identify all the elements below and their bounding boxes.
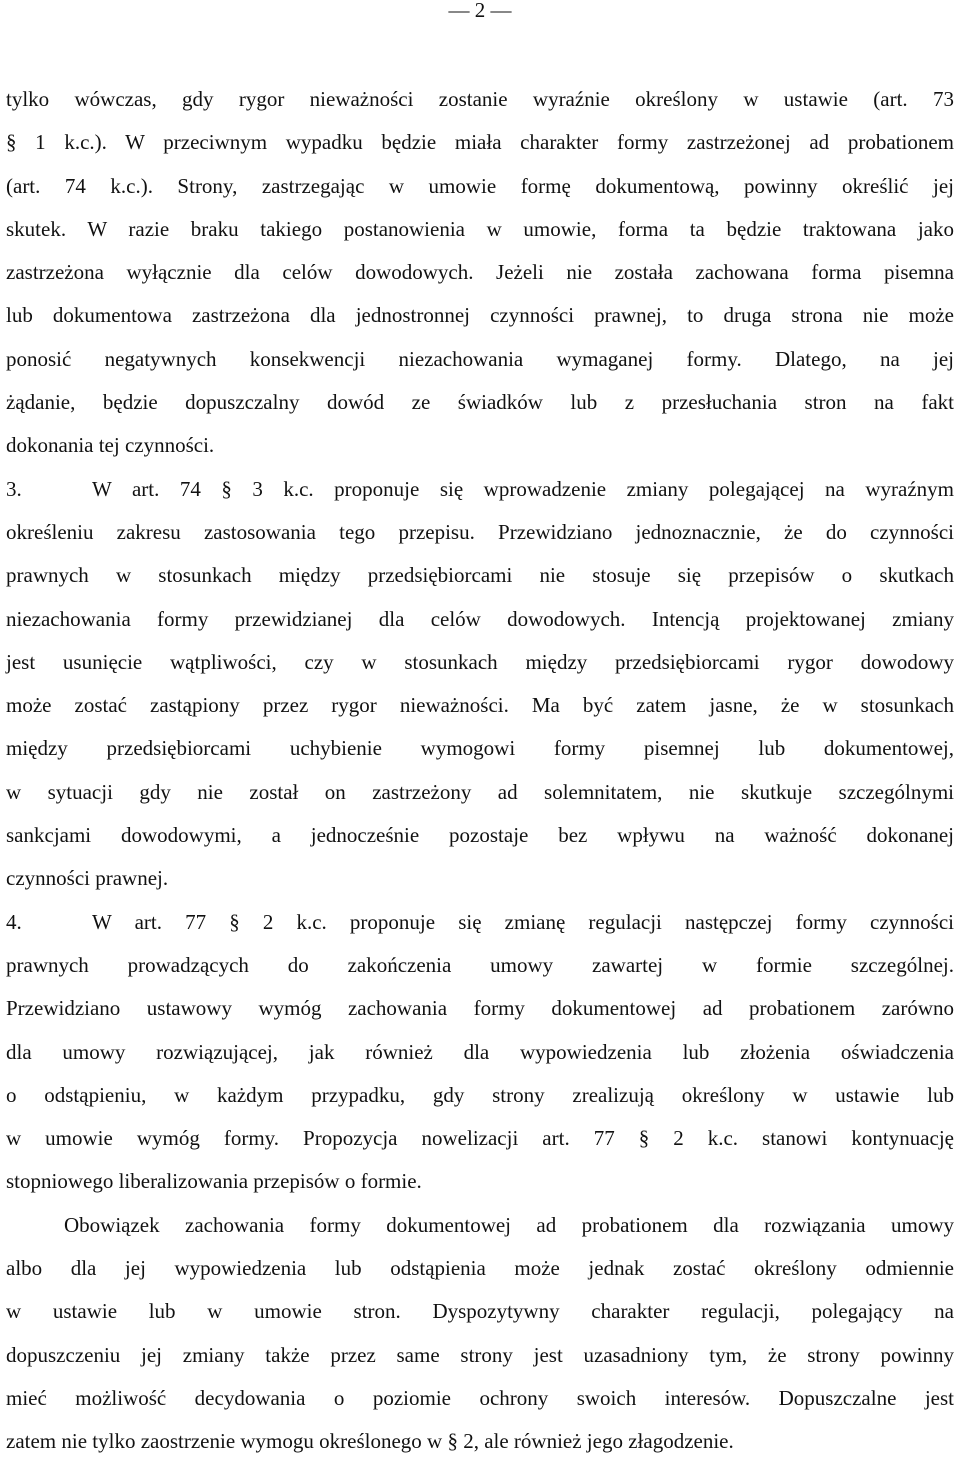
paragraph-continuation (6, 78, 954, 468)
text-line: (art. 74 k.c.). Strony, zastrzegając w umowie formę dokumentową, powinny określić jej (6, 173, 954, 198)
text-line: Obowiązek zachowania formy dokumentowej ad probationem dla rozwiązania umowy (64, 1212, 954, 1237)
text-line: albo dla jej wypowiedzenia lub odstąpienia może jednak zostać określony odmiennie (6, 1256, 954, 1281)
text-line: § 1 k.c.). W przeciwnym wypadku będzie miała charakter formy zastrzeżonej ad probationem (6, 130, 954, 155)
text-line: żądanie, będzie dopuszczalny dowód ze świadków lub z przesłuchania stron na fakt (6, 390, 954, 415)
text-line: stopniowego liberalizowania przepisów o formie. (6, 1169, 422, 1194)
list-item-3 (6, 468, 954, 901)
text-line: może zostać zastąpiony przez rygor nieważności. Ma być zatem jasne, że w stosunkach (6, 693, 954, 718)
text-line: prawnych prowadzących do zakończenia umowy zawartej w formie szczególnej. (6, 952, 954, 977)
list-number: 3. (6, 476, 22, 501)
text-line: mieć możliwość decydowania o poziomie ochrony swoich interesów. Dopuszczalne jest (6, 1385, 954, 1410)
text-line: tylko wówczas, gdy rygor nieważności zostanie wyraźnie określony w ustawie (art. 73 (6, 87, 954, 111)
text-line: dopuszczeniu jej zmiany także przez same strony jest uzasadniony tym, że strony powinny (6, 1342, 954, 1367)
text-line: skutek. W razie braku takiego postanowienia w umowie, forma ta będzie traktowana jako (6, 216, 954, 241)
text-line: ponosić negatywnych konsekwencji niezachowania wymaganej formy. Dlatego, na jej (6, 346, 954, 371)
text-line-numbered (6, 468, 954, 511)
text-line-numbered (6, 901, 954, 944)
text-line: w ustawie lub w umowie stron. Dyspozytywny charakter regulacji, polegający na (6, 1299, 954, 1324)
text-line: w sytuacji gdy nie został on zastrzeżony ad solemnitatem, nie skutkuje szczególnymi (6, 779, 954, 804)
list-item-4 (6, 901, 954, 1204)
text-line: dla umowy rozwiązującej, jak również dla wypowiedzenia lub złożenia oświadczenia (6, 1039, 954, 1064)
paragraph (6, 1204, 954, 1464)
text-line: Przewidziano ustawowy wymóg zachowania formy dokumentowej ad probationem zarówno (6, 996, 954, 1021)
page-number: — 2 — (448, 0, 512, 22)
text-line: o odstąpieniu, w każdym przypadku, gdy strony zrealizują określony w ustawie lub (6, 1082, 954, 1107)
text-line: niezachowania formy przewidzianej dla celów dowodowych. Intencją projektowanej zmiany (6, 606, 954, 631)
text-line: sankcjami dowodowymi, a jednocześnie pozostaje bez wpływu na ważność dokonanej (6, 823, 954, 848)
text-line: w umowie wymóg formy. Propozycja nowelizacji art. 77 § 2 k.c. stanowi kontynuację (6, 1126, 954, 1151)
text-line: określeniu zakresu zastosowania tego przepisu. Przewidziano jednoznacznie, że do czynności (6, 519, 954, 544)
text-line: jest usunięcie wątpliwości, czy w stosunkach między przedsiębiorcami rygor dowodowy (6, 649, 954, 674)
text-line: między przedsiębiorcami uchybienie wymogowi formy pisemnej lub dokumentowej, (6, 736, 954, 761)
list-number: 4. (6, 909, 22, 934)
text-line: W art. 77 § 2 k.c. proponuje się zmianę regulacji następczej formy czynności (92, 909, 954, 934)
text-line: zastrzeżona wyłącznie dla celów dowodowych. Jeżeli nie została zachowana forma pisemna (6, 260, 954, 285)
text-line: W art. 74 § 3 k.c. proponuje się wprowadzenie zmiany polegającej na wyraźnym (92, 476, 954, 501)
text-line: zatem nie tylko zaostrzenie wymogu określonego w § 2, ale również jego złagodzenie. (6, 1429, 734, 1454)
text-line: czynności prawnej. (6, 866, 169, 891)
document-body (6, 78, 954, 1464)
text-line: lub dokumentowa zastrzeżona dla jednostronnej czynności prawnej, to druga strona nie może (6, 303, 954, 328)
text-line: prawnych w stosunkach między przedsiębiorcami nie stosuje się przepisów o skutkach (6, 563, 954, 588)
text-line: dokonania tej czynności. (6, 433, 215, 458)
